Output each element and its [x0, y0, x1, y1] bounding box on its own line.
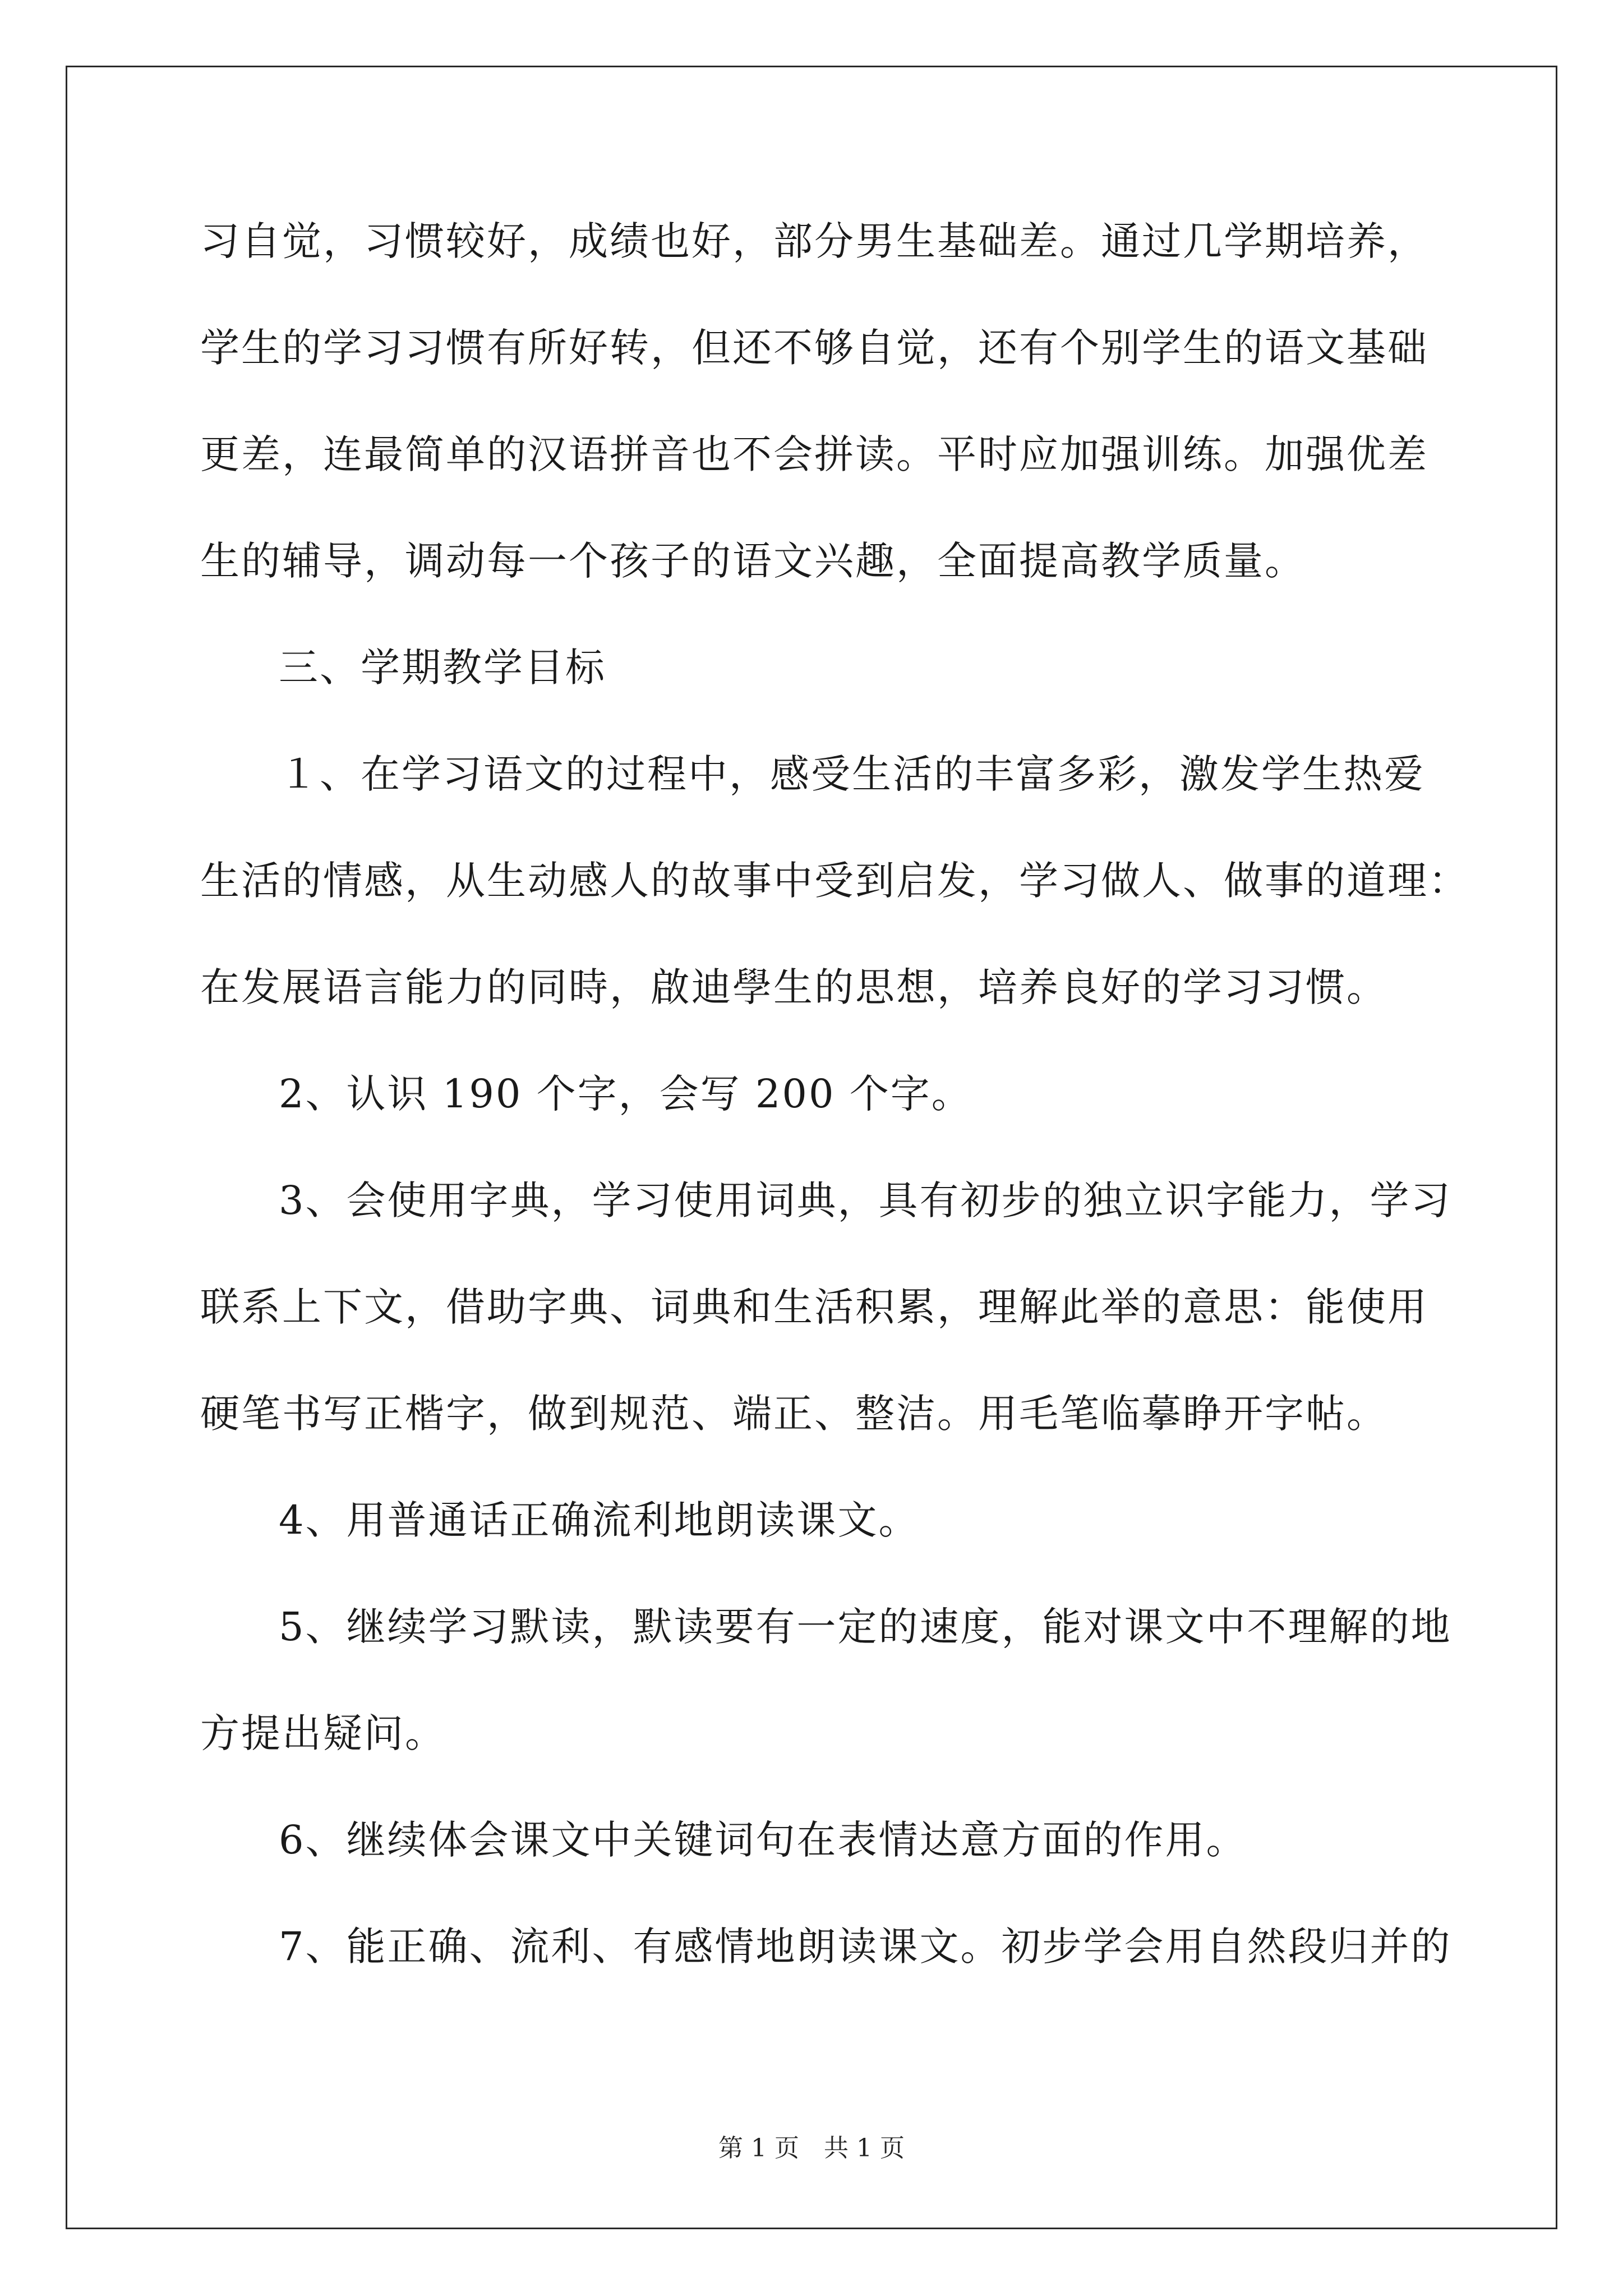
text-line-11: 联系上下文，借助字典、词典和生活积累，理解此举的意思：能使用	[200, 1284, 1428, 1330]
text-line-4: 生的辅导，调动每一个孩子的语文兴趣，全面提高教学质量。	[200, 538, 1306, 584]
text-line-10: 3、会使用字典，学习使用词典，具有初步的独立识字能力，学习	[279, 1177, 1452, 1223]
text-line-16: 6、继续体会课文中关键词句在表情达意方面的作用。	[279, 1817, 1247, 1863]
text-line-12: 硬笔书写正楷字，做到规范、端正、整洁。用毛笔临摹睁开字帖。	[200, 1391, 1387, 1437]
text-line-1: 习自觉，习惯较好，成绩也好，部分男生基础差。通过几学期培养，	[200, 218, 1428, 264]
page-footer: 第 1 页 共 1 页	[718, 2134, 905, 2162]
section-heading: 三、学期教学目标	[279, 645, 606, 691]
text-line-17: 7、能正确、流利、有感情地朗读课文。初步学会用自然段归并的	[279, 1924, 1452, 1970]
text-line-2: 学生的学习习惯有所好转，但还不够自觉，还有个别学生的语文基础	[200, 325, 1428, 371]
text-line-9: 2、认识 190 个字，会写 200 个字。	[279, 1071, 972, 1117]
text-line-7: 生活的情感，从生动感人的故事中受到启发，学习做人、做事的道理：	[200, 858, 1469, 904]
page-border	[66, 66, 1557, 2229]
text-line-6: １、在学习语文的过程中，感受生活的丰富多彩，激发学生热爱	[279, 751, 1425, 797]
text-line-3: 更差，连最简单的汉语拼音也不会拼读。平时应加强训练。加强优差	[200, 431, 1428, 477]
text-line-15: 方提出疑问。	[200, 1710, 446, 1756]
text-line-8: 在发展语言能力的同時，啟迪學生的思想，培养良好的学习习惯。	[200, 964, 1387, 1010]
text-line-13: 4、用普通话正确流利地朗读课文。	[279, 1497, 920, 1543]
text-line-14: 5、继续学习默读，默读要有一定的速度，能对课文中不理解的地	[279, 1604, 1452, 1650]
